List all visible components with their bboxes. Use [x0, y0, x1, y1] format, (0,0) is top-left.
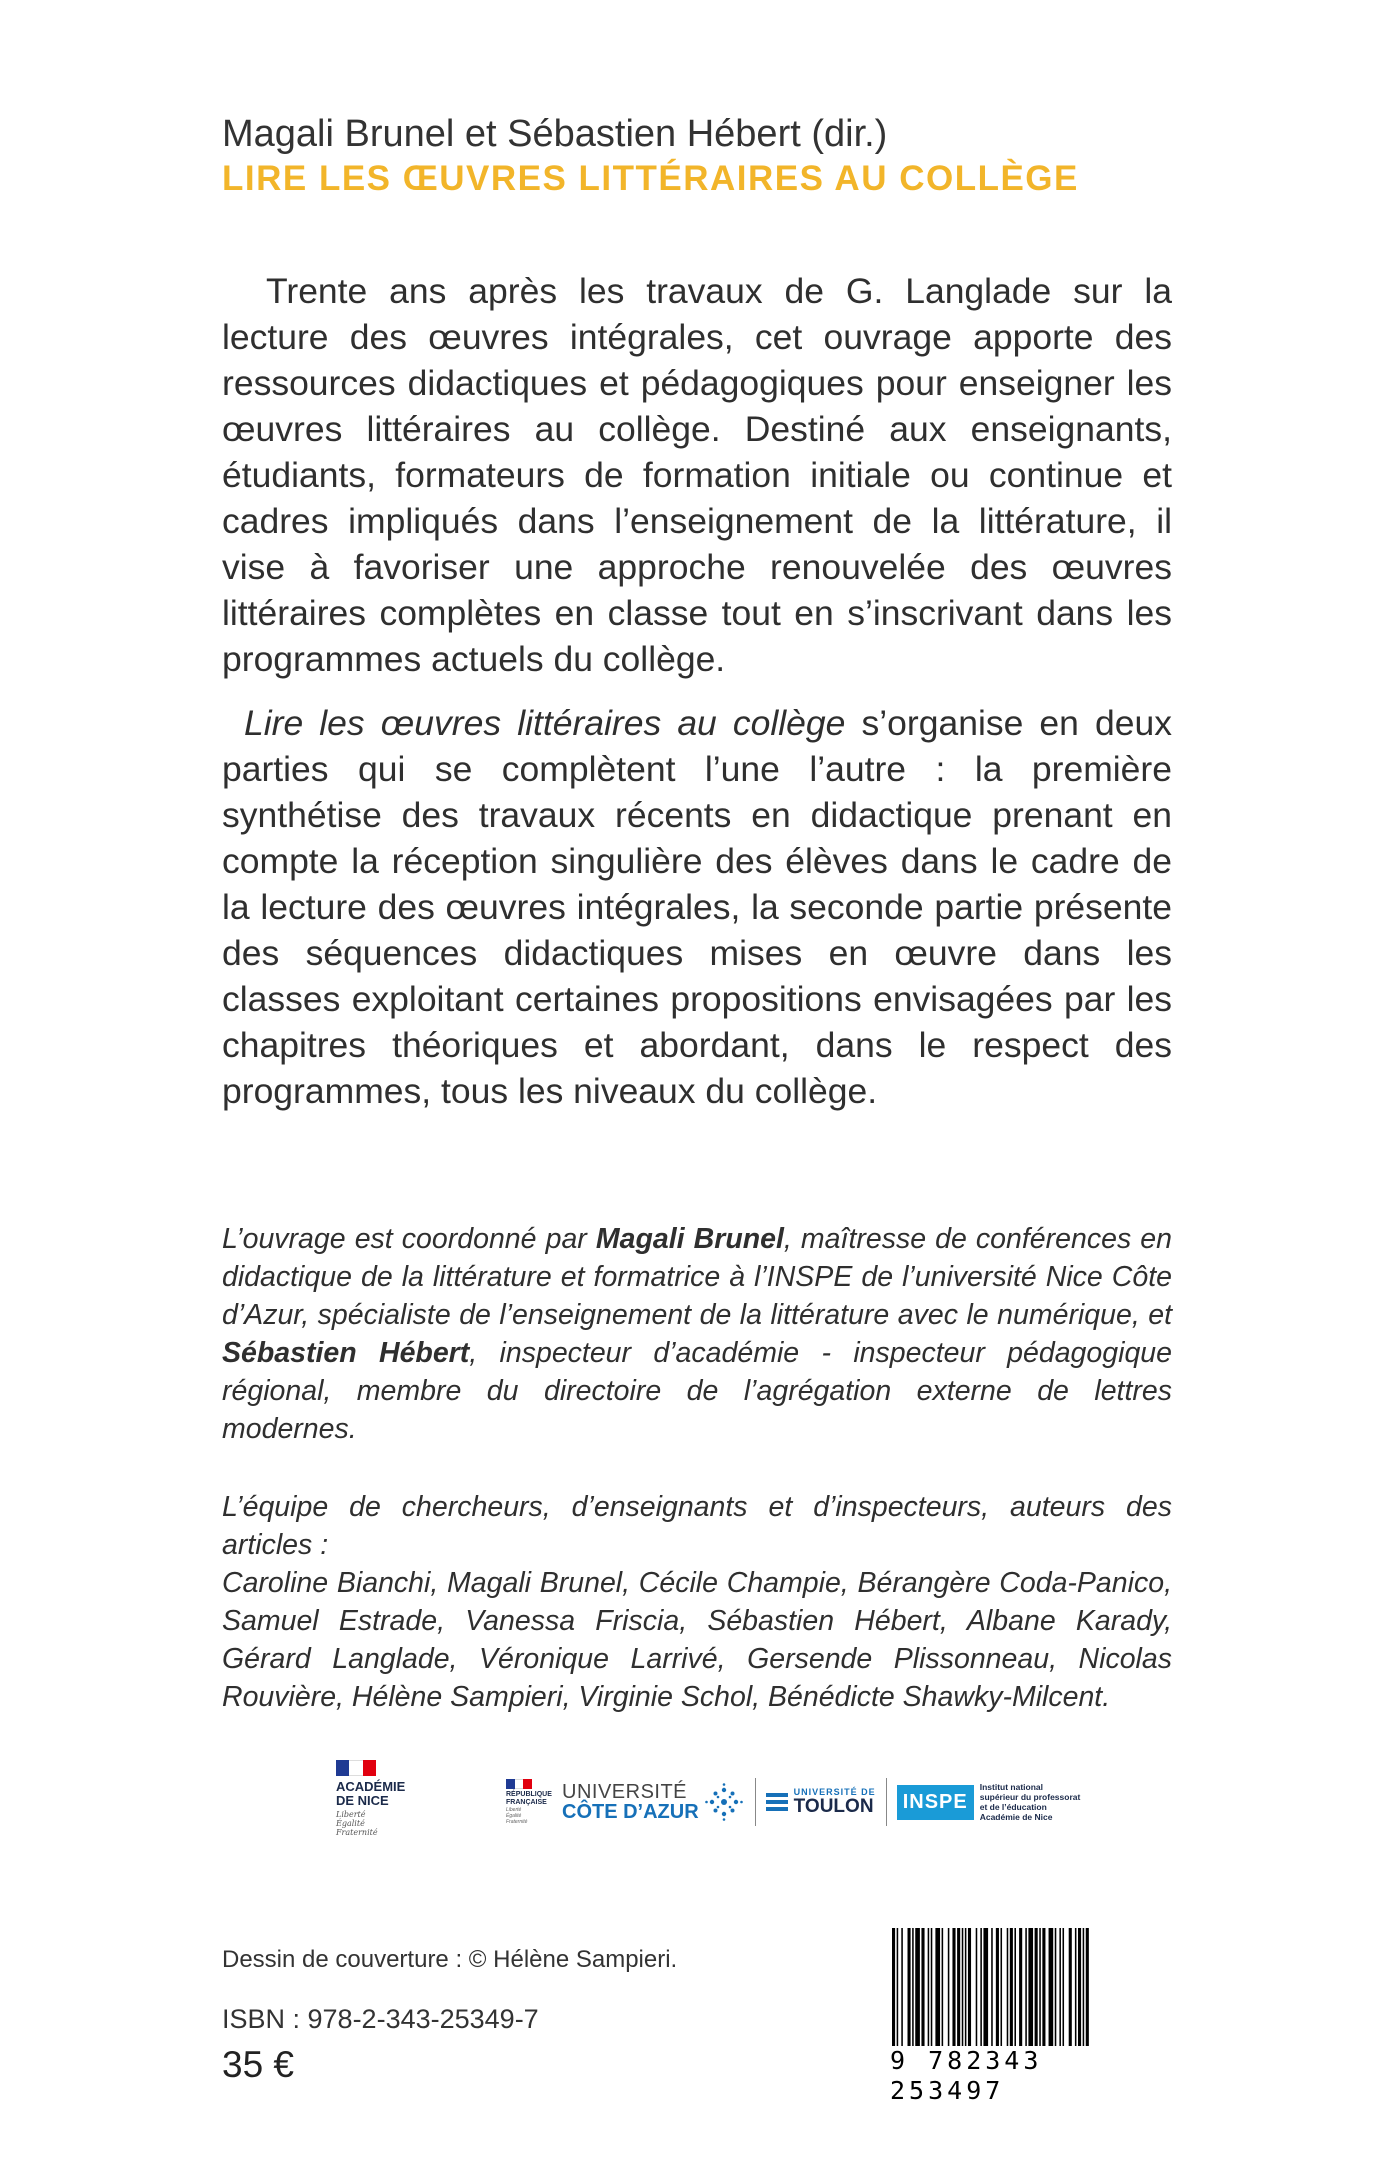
barcode-bar: [968, 1928, 971, 2046]
book-authors: Magali Brunel et Sébastien Hébert (dir.): [222, 113, 888, 155]
barcode-bar: [915, 1928, 920, 2046]
barcode-bar: [1039, 1928, 1041, 2046]
barcode-bar: [1014, 1928, 1016, 2046]
barcode-bar: [1007, 1928, 1009, 2046]
logo-separator: [755, 1778, 756, 1826]
barcode-bar: [1063, 1928, 1065, 2046]
barcode-bar: [1059, 1928, 1061, 2046]
barcode-bar: [1083, 1928, 1085, 2046]
barcode-bar: [976, 1928, 978, 2046]
barcode-bar: [1055, 1928, 1057, 2046]
barcode-bar: [957, 1928, 960, 2046]
barcode-bar: [1042, 1928, 1045, 2046]
toulon-bars-icon: [766, 1790, 788, 1814]
uca-dots-icon: [705, 1783, 743, 1821]
barcode-bar: [980, 1928, 982, 2046]
barcode-bar: [962, 1928, 964, 2046]
barcode-bar: [942, 1928, 944, 2046]
blurb-paragraph-1: Trente ans après les travaux de G. Langlade sur la lecture des œuvres intégrales, cet ouvrage apporte des ressources didactiques et pédagogiques pour enseigner les œuvres littéraires au collège. Destiné aux enseignants, étudiants, formateurs de formation initiale ou continue et cadres impliqués dans l’enseignement de la littérature, il vise à favoriser une approche renouvelée des œuvres littéraires complètes en classe tout en s’inscrivant dans les programmes actuels du collège.: [222, 271, 1172, 679]
republique-francaise-logo: RÉPUBLIQUE FRANÇAISE Liberté Égalité Fraternité: [506, 1779, 550, 1825]
blurb-paragraph-2-text: s’organise en deux parties qui se complètent l’une l’autre : la première synthétise des travaux récents en didactique prenant en compte la réception singulière des élèves dans le cadre de la lecture des œuvres intégrales, la seconde partie présente des séquences didactiques mises en œuvre dans les classes exploitant certaines propositions envisagées par les chapitres théoriques et abordant, dans le respect des programmes, tous les niveaux du collège.: [222, 703, 1172, 1111]
barcode-bar: [1049, 1928, 1054, 2046]
book-title: LIRE LES ŒUVRES LITTÉRAIRES AU COLLÈGE: [222, 159, 1079, 198]
isbn: ISBN : 978-2-343-25349-7: [222, 2004, 539, 2034]
coordinator-desc-1: , maîtresse de conférences en didactique de la littérature et formatrice à l’INSPE de l’université Nice Côte d’Azur, spécialiste de l’enseignement de la littérature avec le numérique, et: [222, 1223, 1172, 1331]
barcode-bar: [952, 1928, 955, 2046]
logo-separator: [886, 1778, 887, 1826]
barcode-bar: [928, 1928, 930, 2046]
barcode-bar: [908, 1928, 911, 2046]
academie-name: ACADÉMIE DE NICE: [336, 1779, 406, 1808]
barcode-bar: [1019, 1928, 1022, 2046]
universite-cote-azur-logo: UNIVERSITÉ CÔTE D’AZUR: [562, 1781, 699, 1823]
coordination-note: [222, 1220, 1172, 1448]
coordinator-desc-2: , inspecteur d’académie - inspecteur pédagogique régional, membre du directoire de l’agrégation externe de lettres modernes.: [222, 1337, 1172, 1445]
coordinator-name-1: Magali Brunel: [595, 1223, 784, 1255]
academie-motto: Liberté Égalité Fraternité: [336, 1810, 378, 1837]
partner-logos: [506, 1774, 1120, 1830]
barcode-bar: [1010, 1928, 1013, 2046]
price: 35 €: [222, 2044, 295, 2085]
universite-toulon-logo: UNIVERSITÉ DE TOULON: [766, 1787, 876, 1817]
team-heading: L’équipe de chercheurs, d’enseignants et d’inspecteurs, auteurs des articles :: [222, 1491, 1172, 1561]
barcode-digits: 9 782343 253497: [890, 2046, 1160, 2106]
barcode-bar: [965, 1928, 967, 2046]
french-flag-icon: [506, 1779, 532, 1789]
barcode-bar: [1025, 1928, 1027, 2046]
team-note: [222, 1488, 1172, 1716]
inspe-logo: INSPE Institut national supérieur du professorat et de l’éducation Académie de Nice: [897, 1782, 1120, 1822]
barcode-bar: [901, 1928, 903, 2046]
barcode-bar: [1035, 1928, 1038, 2046]
barcode-bar: [935, 1928, 940, 2046]
barcode-bar: [1001, 1928, 1003, 2046]
barcode-bar: [1069, 1928, 1072, 2046]
barcode-bar: [1078, 1928, 1081, 2046]
cover-credit: Dessin de couverture : © Hélène Sampieri.: [222, 1946, 678, 1973]
academie-nice-logo: [336, 1760, 436, 1837]
blurb-title-italic: Lire les œuvres littéraires au collège: [244, 703, 846, 743]
barcode-bar: [983, 1928, 988, 2046]
blurb-paragraph-2: [222, 700, 1172, 1114]
barcode-bar: [912, 1928, 914, 2046]
coordination-intro: L’ouvrage est coordonné par: [222, 1223, 596, 1255]
barcode-bar: [1028, 1928, 1033, 2046]
barcode-bar: [931, 1928, 933, 2046]
barcode-bar: [948, 1928, 950, 2046]
barcode-bar: [1075, 1928, 1077, 2046]
coordinator-name-2: Sébastien Hébert: [222, 1337, 470, 1369]
barcode-bar: [921, 1928, 924, 2046]
team-names: Caroline Bianchi, Magali Brunel, Cécile Champie, Bérangère Coda-Panico, Samuel Estrade, Vanessa Friscia, Sébastien Hébert, Albane Karady, Gérard Langlade, Véronique Larrivé, Gersende Plissonneau, Nicolas Rouvière, Hélène Sampieri, Virginie Schol, Bénédicte Shawky-Milcent.: [222, 1567, 1172, 1713]
french-flag-icon: [336, 1760, 376, 1776]
